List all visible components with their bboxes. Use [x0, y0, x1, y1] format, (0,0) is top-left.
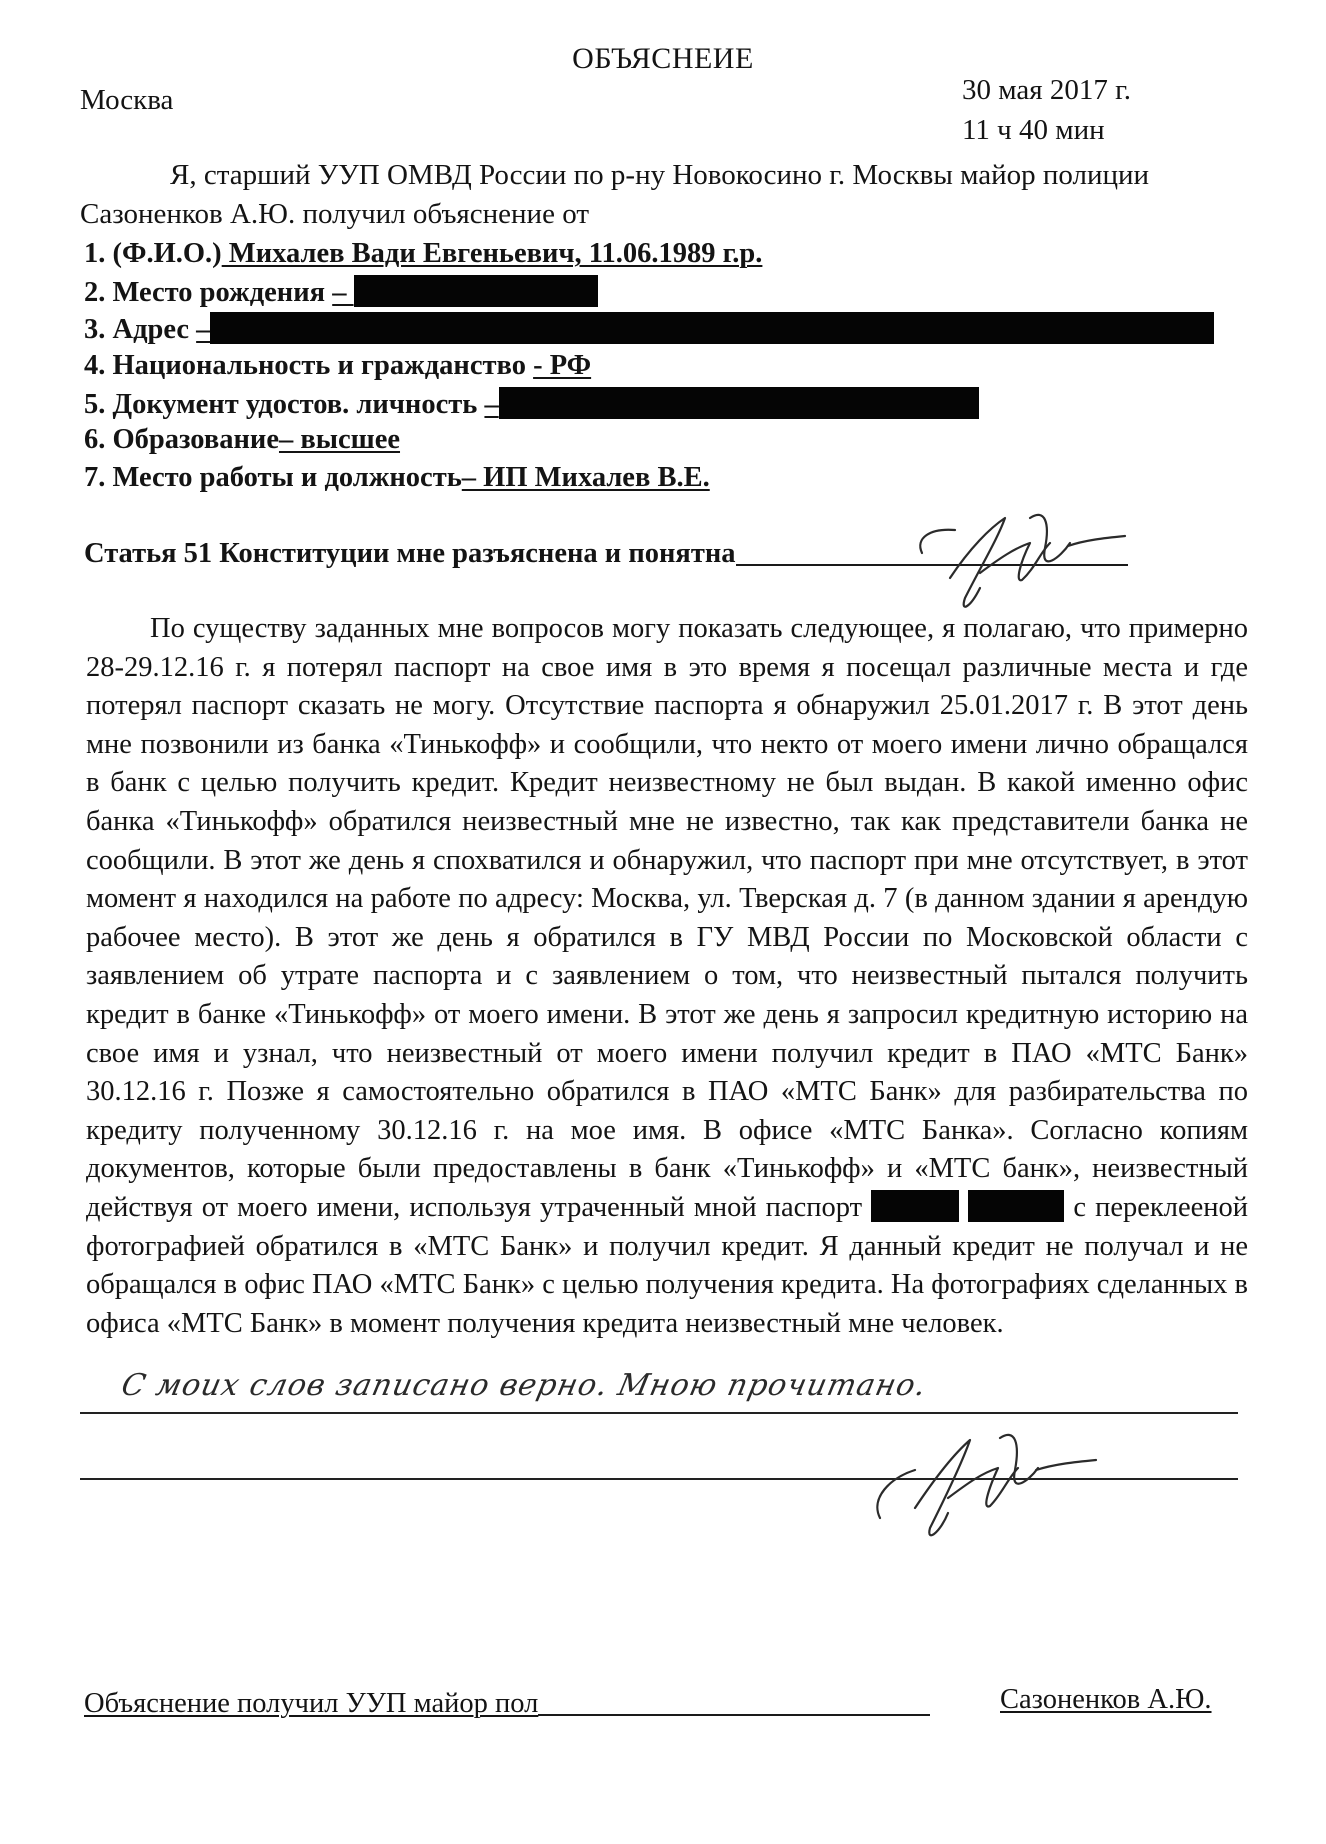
field-education	[84, 424, 400, 456]
field-value: – высшее	[278, 424, 401, 455]
redaction-block	[210, 312, 1214, 344]
officer-name: Сазоненков А.Ю.	[1000, 1684, 1212, 1715]
field-name	[84, 238, 762, 270]
date: 30 мая 2017 г.	[962, 74, 1131, 106]
field-value: –	[332, 277, 354, 308]
field-label: 3. Адрес	[84, 314, 197, 345]
field-label: 6. Образование	[84, 424, 279, 455]
field-label: 2. Место рождения	[84, 277, 333, 308]
signature-image	[910, 488, 1130, 628]
redaction-block	[499, 387, 979, 419]
body-text-part1: По существу заданных мне вопросов могу показать следующее, я полагаю, что примерно 28-29.12.16 г. я потерял паспорт на свое имя в это время я посещал различные места и где потерял паспорт сказать не могу. Отсутствие паспорта я обнаружил 25.01.2017 г. В этот день мне позвонили из банка «Тинькофф» и сообщили, что некто от моего имени лично обращался в банк с целью получить кредит. Кредит неизвестному не был выдан. В какой именно офис банка «Тинькофф» обратился неизвестный мне не известно, так как представители банка не сообщили. В этот же день я спохватился и обнаружил, что паспорт при мне отсутствует, в этот момент я находился на работе по адресу: Москва, ул. Тверская д. 7 (в данном здании я арендую рабочее место). В этот же день я обратился в ГУ МВД России по Московской области с заявлением об утрате паспорта и с заявлением о том, что неизвестный пытался получить кредит в банке «Тинькофф» от моего имени. В этот же день я запросил кредитную историю на свое имя и узнал, что неизвестный от моего имени получил кредит в ПАО «МТС Банк» 30.12.16 г. Позже я самостоятельно обратился в ПАО «МТС Банк» для разбирательства по кредиту полученному 30.12.16 г. на мое имя. В офисе «МТС Банка». Согласно копиям документов, которые были предоставлены в банк «Тинькофф» и «МТС банк», неизвестный действуя от моего имени, используя утраченный мной паспорт	[86, 613, 1248, 1223]
field-value: – ИП Михалев В.Е.	[461, 462, 710, 493]
statement-body	[86, 610, 1248, 1343]
field-workplace	[84, 462, 710, 494]
time: 11 ч 40 мин	[962, 114, 1105, 146]
redaction-block	[354, 275, 598, 307]
signature-image	[860, 1398, 1100, 1558]
body-text-part2: с переклееной фотографией обратился в «МТС Банк» и получил кредит. Я данный кредит не получал и не обращался в офис ПАО «МТС Банк» с целью получения кредита. На фотографиях сделанных в офиса «МТС Банк» в момент получения кредита неизвестный мне человек.	[86, 1191, 1249, 1339]
field-label: 5. Документ удостов. личность	[84, 389, 485, 420]
field-label: 1. (Ф.И.О.)	[84, 238, 222, 269]
intro-paragraph	[80, 156, 1230, 234]
city: Москва	[80, 84, 174, 116]
field-nationality	[84, 350, 591, 382]
article-text: Статья 51 Конституции мне разъяснена и понятна	[84, 538, 736, 569]
footer-received-by	[84, 1684, 930, 1720]
field-value: - РФ	[533, 350, 592, 381]
signature-line	[538, 1684, 930, 1716]
field-value: –	[484, 389, 499, 420]
redaction-block	[968, 1190, 1064, 1222]
footer-left-text: Объяснение получил УУП майор пол	[84, 1688, 539, 1719]
document-title: ОБЪЯСНЕИЕ	[572, 42, 754, 75]
field-label: 4. Национальность и гражданство	[84, 350, 534, 381]
redaction-block	[871, 1190, 959, 1222]
field-value: –	[196, 314, 211, 345]
field-id-document	[84, 387, 979, 421]
handwritten-note: С моих слов записано верно. Мною прочитано.	[118, 1368, 930, 1403]
field-birthplace	[84, 275, 598, 309]
intro-text: Я, старший УУП ОМВД России по р-ну Новокосино г. Москвы майор полиции Сазоненков А.Ю. получил объяснение от	[80, 159, 1150, 230]
field-value: Михалев Вади Евгеньевич, 11.06.1989 г.р.	[221, 238, 763, 269]
field-label: 7. Место работы и должность	[84, 462, 462, 493]
field-address	[84, 312, 1214, 346]
